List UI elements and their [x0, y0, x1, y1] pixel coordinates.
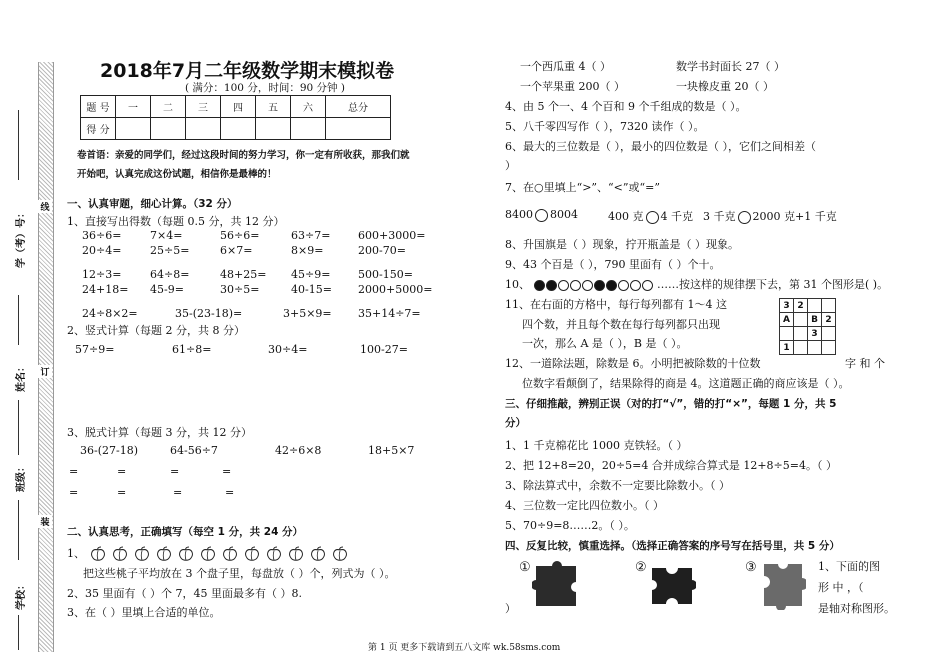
- r-question-4: 4、由 5 个一、4 个百和 9 个千组成的数是（ ）。: [505, 100, 747, 113]
- calc-item: 500-150=: [358, 268, 413, 281]
- true-false-item: 4、三位数一定比四位数小。（ ）: [505, 499, 664, 512]
- calc-item: 3+5×9=: [283, 307, 332, 320]
- calc-item: 25÷5=: [150, 244, 190, 257]
- section-3-heading-cont: 分）: [505, 417, 526, 429]
- score-header-cell: 二: [151, 96, 186, 118]
- peach-icon: [331, 546, 349, 562]
- calc-item: 30÷5=: [220, 283, 260, 296]
- label-class: 班级：: [16, 462, 27, 492]
- calc-item: 24÷8×2=: [82, 307, 138, 320]
- empty-circle-shape: [558, 280, 569, 291]
- peach-icon: [221, 546, 239, 562]
- calc-item: 36÷6=: [82, 229, 122, 242]
- question-3-title: 3、脱式计算（每题 3 分，共 12 分）: [67, 426, 252, 439]
- equals-sign: =: [173, 486, 183, 499]
- grid-cell: 1: [780, 341, 794, 355]
- option-label: ③: [745, 560, 757, 575]
- peach-icon: [243, 546, 261, 562]
- calc-item: 35-(23-18)=: [175, 307, 243, 320]
- question-number: 1、: [67, 547, 85, 560]
- true-false-item: 2、把 12+8=20，20÷5=4 合并成综合算式是 12+8÷5=4。（ ）: [505, 459, 837, 472]
- compare-left: 3 千克: [703, 210, 736, 223]
- grid-cell: 3: [780, 299, 794, 313]
- q6-text: 6、最大的三位数是（ ），最小的四位数是（ ），它们之间相差（: [505, 140, 816, 153]
- q6-end: ）: [505, 159, 516, 172]
- s2-question-1-text: 把这些桃子平均放在 3 个盘子里，每盘放（ ）个，列式为（ ）。: [83, 567, 396, 580]
- margin-line: [18, 500, 19, 560]
- puzzle-piece-2-icon: [648, 560, 696, 610]
- r-question-12-l1: 12、一道除法题，除数是 6。小明把被除数的十位数: [505, 357, 761, 370]
- r-question-8: 8、升国旗是（ ）现象，拧开瓶盖是（ ）现象。: [505, 238, 739, 251]
- grid-cell: B: [808, 313, 822, 327]
- r-question-12-l1-end: 字 和 个: [845, 357, 885, 370]
- equals-sign: =: [117, 486, 127, 499]
- calc-item: 12÷3=: [82, 268, 122, 281]
- r-question-6: [505, 138, 816, 154]
- r-question-11-l1: 11、在右面的方格中，每行每列都有 1～4 这: [505, 298, 727, 311]
- filled-circle-shape: [594, 280, 605, 291]
- question-1-title: 1、直接写出得数（每题 0.5 分，共 12 分）: [67, 215, 285, 228]
- compare-circle[interactable]: [738, 211, 751, 224]
- strip-mark-bind: 订: [38, 365, 52, 378]
- section-1-heading: 一、认真审题，细心计算。（32 分）: [67, 198, 238, 210]
- empty-circle-shape: [618, 280, 629, 291]
- question-number: 10、: [505, 278, 530, 291]
- vertical-calc-item: 100-27=: [360, 343, 408, 356]
- r-question-10: [505, 276, 888, 292]
- compare-right: 2000 克+1 千克: [752, 210, 837, 223]
- grid-cell: [808, 299, 822, 313]
- unit-item: 数学书封面长 27（ ）: [676, 60, 785, 73]
- compare-item: [703, 208, 837, 224]
- s2-question-2: 2、35 里面有（ ）个 7，45 里面最多有（ ）8.: [67, 587, 302, 600]
- grid-cell: [794, 327, 808, 341]
- grid-cell: [780, 327, 794, 341]
- r-question-11-l2: 四个数，并且每个数在每行每列都只出现: [522, 318, 720, 331]
- true-false-item: 3、除法算式中，余数不一定要比除数小。（ ）: [505, 479, 730, 492]
- calc-item: 56÷6=: [220, 229, 260, 242]
- s4-q1-line2: 形 中 ，（: [818, 581, 864, 594]
- s4-q1-line1: 1、下面的图: [818, 560, 880, 573]
- stepwise-calc-item: 36-(27-18): [80, 444, 139, 457]
- score-header-cell: 四: [221, 96, 256, 118]
- compare-left: 400 克: [608, 210, 644, 223]
- option-label: ②: [635, 560, 647, 575]
- score-cell[interactable]: [151, 118, 186, 140]
- compare-item: [608, 208, 693, 224]
- grid-cell: [822, 299, 836, 313]
- unit-item: 一块橡皮重 20（ ）: [676, 80, 774, 93]
- page-footer: 第 1 页 更多下载请到五八文库 wk.58sms.com: [368, 643, 561, 653]
- r-question-7: 7、在○里填上“>”、“<”或“=”: [505, 181, 660, 194]
- grid-cell: [822, 341, 836, 355]
- score-header-cell: 总分: [326, 96, 391, 118]
- equals-sign: =: [69, 486, 79, 499]
- filled-circle-shape: [606, 280, 617, 291]
- unit-item: 一个西瓜重 4（ ）: [520, 60, 611, 73]
- calc-item: 20÷4=: [82, 244, 122, 257]
- score-table: [80, 95, 391, 140]
- score-row-label: 得 分: [81, 118, 116, 140]
- page-subtitle: ( 满分：100 分，时间：90 分钟 ): [185, 82, 345, 94]
- margin-line: [18, 615, 19, 650]
- stepwise-calc-item: 64-56÷7: [170, 444, 218, 457]
- question-2-title: 2、竖式计算（每题 2 分，共 8 分）: [67, 324, 245, 337]
- equals-sign: =: [170, 465, 180, 478]
- equals-sign: =: [117, 465, 127, 478]
- grid-cell: A: [780, 313, 794, 327]
- calc-item: 45-9=: [150, 283, 184, 296]
- puzzle-piece-3-icon: [758, 560, 806, 610]
- margin-line: [18, 400, 19, 455]
- s2-question-1: [67, 545, 353, 562]
- compare-item: [505, 208, 578, 222]
- label-student-id: 学（考）号：: [16, 208, 27, 268]
- strip-mark-pack: 装: [38, 515, 52, 528]
- calc-item: 24+18=: [82, 283, 129, 296]
- compare-circle[interactable]: [535, 209, 548, 222]
- binding-strip: [38, 62, 54, 652]
- grid-cell: [808, 341, 822, 355]
- grid-cell: 2: [822, 313, 836, 327]
- empty-circle-shape: [630, 280, 641, 291]
- equals-sign: =: [69, 465, 79, 478]
- puzzle-piece-1-icon: [532, 560, 580, 610]
- grid-cell: 3: [808, 327, 822, 341]
- vertical-calc-item: 57÷9=: [75, 343, 115, 356]
- calc-item: 64÷8=: [150, 268, 190, 281]
- sudoku-grid: [779, 298, 836, 355]
- calc-item: 63÷7=: [291, 229, 331, 242]
- peach-icon: [111, 546, 129, 562]
- score-cell[interactable]: [256, 118, 291, 140]
- s4-q1-line3: 是轴对称图形。: [818, 602, 895, 615]
- greeting-line-2: 开始吧，认真完成这份试题，相信你是最棒的！: [77, 169, 277, 180]
- peach-row: [89, 547, 353, 560]
- peach-icon: [199, 546, 217, 562]
- score-cell[interactable]: [221, 118, 256, 140]
- score-cell[interactable]: [291, 118, 326, 140]
- equals-sign: =: [222, 465, 232, 478]
- pattern-shapes: [534, 278, 658, 291]
- compare-left: 8400: [505, 208, 533, 221]
- empty-circle-shape: [582, 280, 593, 291]
- compare-circle[interactable]: [646, 211, 659, 224]
- r-question-5: 5、八千零四写作（ ），7320 读作（ ）。: [505, 120, 705, 133]
- section-2-heading: 二、认真思考，正确填写（每空 1 分，共 24 分）: [67, 526, 304, 538]
- score-header-cell: 五: [256, 96, 291, 118]
- true-false-item: 5、70÷9=8……2。（ ）。: [505, 519, 635, 532]
- greeting-line-1: 卷首语：亲爱的同学们，经过这段时间的努力学习，你一定有所收获，那我们就: [77, 150, 410, 161]
- s4-q1-paren: ）: [505, 602, 516, 615]
- equals-sign: =: [225, 486, 235, 499]
- calc-item: 600+3000=: [358, 229, 426, 242]
- empty-circle-shape: [642, 280, 653, 291]
- filled-circle-shape: [534, 280, 545, 291]
- calc-item: 2000+5000=: [358, 283, 433, 296]
- label-name: 姓名：: [16, 362, 27, 392]
- score-cell[interactable]: [186, 118, 221, 140]
- calc-item: 200-70=: [358, 244, 406, 257]
- r-question-9: 9、43 个百是（ ），790 里面有（ ）个十。: [505, 258, 721, 271]
- margin-line: [18, 110, 19, 180]
- stepwise-calc-item: 18+5×7: [368, 444, 415, 457]
- calc-item: 40-15=: [291, 283, 332, 296]
- calc-item: 6×7=: [220, 244, 253, 257]
- label-school: 学校：: [16, 580, 27, 610]
- score-cell[interactable]: [116, 118, 151, 140]
- score-header-cell: 一: [116, 96, 151, 118]
- r-question-11-l3: 一次，那么 A 是（ ），B 是（ ）。: [522, 337, 688, 350]
- peach-icon: [309, 546, 327, 562]
- section-4-heading: 四、反复比较，慎重选择。（选择正确答案的序号写在括号里，共 5 分）: [505, 540, 840, 552]
- peach-icon: [265, 546, 283, 562]
- option-label: ①: [519, 560, 531, 575]
- unit-item: 一个苹果重 200（ ）: [520, 80, 625, 93]
- strip-mark-line: 线: [38, 200, 52, 213]
- calc-item: 48+25=: [220, 268, 267, 281]
- peach-icon: [133, 546, 151, 562]
- grid-cell: [794, 341, 808, 355]
- page-title: 2018年7月二年级数学期末模拟卷: [100, 60, 395, 82]
- score-header-cell: 题 号: [81, 96, 116, 118]
- score-header-cell: 三: [186, 96, 221, 118]
- calc-item: 8×9=: [291, 244, 324, 257]
- grid-cell: 2: [794, 299, 808, 313]
- grid-cell: [822, 327, 836, 341]
- peach-icon: [155, 546, 173, 562]
- true-false-item: 1、1 千克棉花比 1000 克铁轻。（ ）: [505, 439, 688, 452]
- score-cell[interactable]: [326, 118, 391, 140]
- vertical-calc-item: 30÷4=: [268, 343, 308, 356]
- margin-line: [18, 295, 19, 345]
- compare-right: 8004: [550, 208, 578, 221]
- vertical-calc-item: 61÷8=: [172, 343, 212, 356]
- calc-item: 7×4=: [150, 229, 183, 242]
- filled-circle-shape: [546, 280, 557, 291]
- peach-icon: [177, 546, 195, 562]
- grid-cell: [794, 313, 808, 327]
- empty-circle-shape: [570, 280, 581, 291]
- peach-icon: [287, 546, 305, 562]
- compare-right: 4 千克: [660, 210, 693, 223]
- s2-question-3: 3、在（ ）里填上合适的单位。: [67, 606, 221, 619]
- calc-item: 45÷9=: [291, 268, 331, 281]
- section-3-heading: 三、仔细推敲，辨别正误（对的打“√”，错的打“×”，每题 1 分，共 5: [505, 398, 837, 410]
- r-question-12-l2: 位数字看颠倒了，结果除得的商是 4。这道题正确的商应该是（ ）。: [522, 377, 850, 390]
- q10-text: ……按这样的规律摆下去，第 31 个图形是( )。: [657, 278, 889, 291]
- stepwise-calc-item: 42÷6×8: [275, 444, 322, 457]
- calc-item: 35+14÷7=: [358, 307, 421, 320]
- peach-icon: [89, 546, 107, 562]
- score-header-cell: 六: [291, 96, 326, 118]
